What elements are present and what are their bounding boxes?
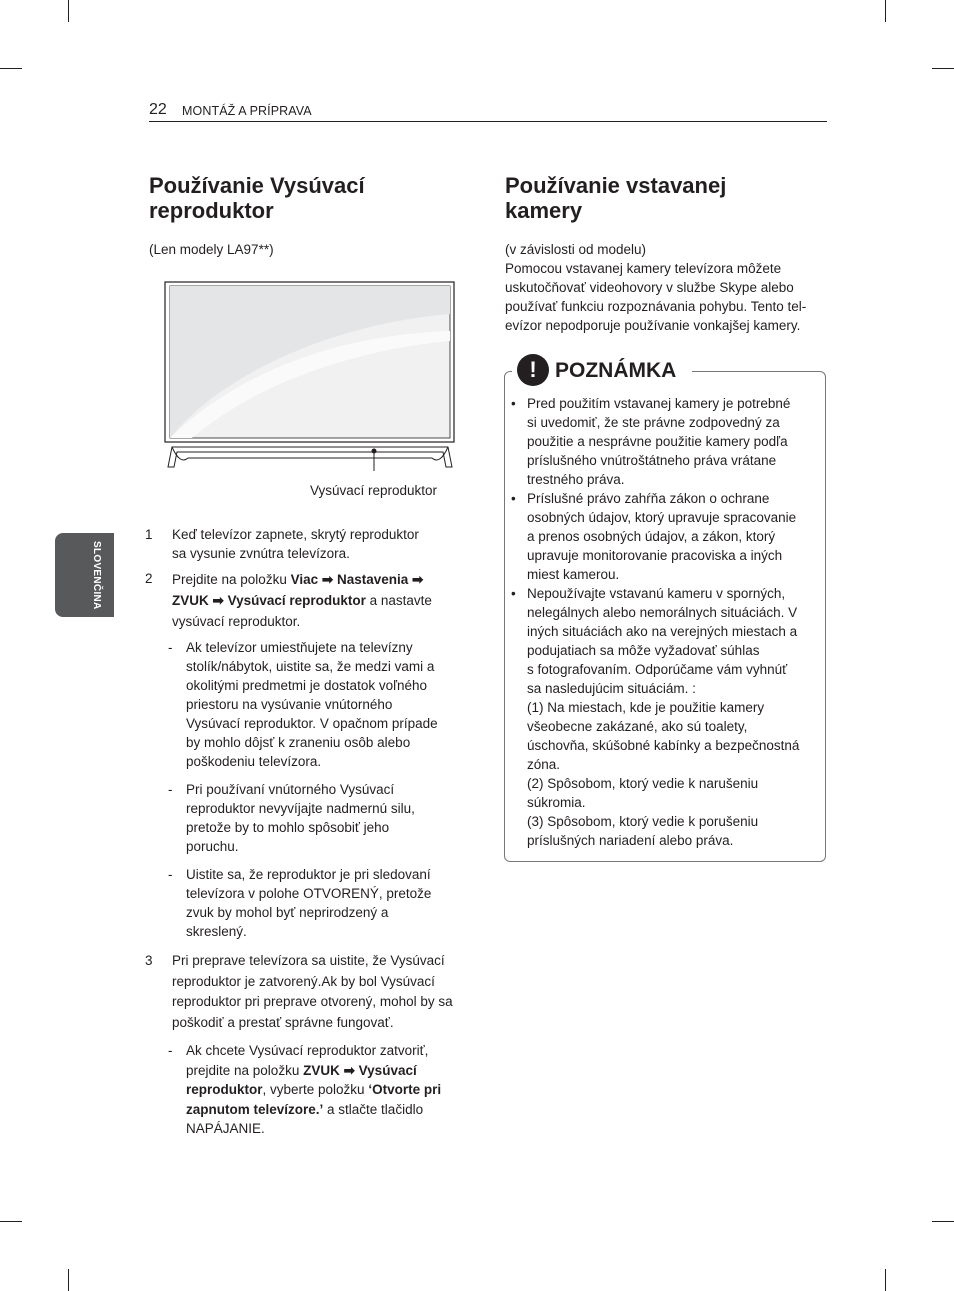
step-number: 2 <box>145 571 153 586</box>
menu-option: zapnutom televízore.’ <box>186 1101 324 1117</box>
subitem-line: Uistite sa, že reproduktor je pri sledovaní <box>186 867 431 882</box>
step-line: poškodiť a prestať správne fungovať. <box>172 1015 394 1031</box>
step-text <box>172 569 472 632</box>
note-line: trestného práva. <box>527 472 625 487</box>
subitem-line: priestoru na vysúvanie vnútorného <box>186 697 393 712</box>
step-line: vysúvací reproduktor. <box>172 614 301 629</box>
menu-path-item: reproduktor <box>186 1082 263 1097</box>
note-item <box>527 584 822 850</box>
bullet-icon: • <box>511 491 516 506</box>
step-line: sa vysunie zvnútra televízora. <box>172 546 350 561</box>
crop-mark <box>68 0 69 22</box>
step-text <box>172 951 472 1034</box>
subitem-line: stolík/nábytok, uistite sa, že medzi vami a <box>186 659 435 674</box>
note-line: všeobecne zakázané, ako sú toalety, <box>527 719 748 734</box>
left-title-line: Používanie Vysúvací <box>149 173 365 198</box>
note-line: a prenos osobných údajov, a zákon, ktorý <box>527 529 776 544</box>
step-line: Keď televízor zapnete, skrytý reproduktor <box>172 527 419 542</box>
note-item <box>527 489 822 584</box>
arrow-icon: ➡ <box>212 593 224 608</box>
note-line: si uvedomiť, že ste právne zodpovedný za <box>527 415 780 430</box>
exclamation-icon: ! <box>517 354 549 386</box>
subitem-line: pretože by to mohlo spôsobiť jeho <box>186 820 390 835</box>
crop-mark <box>932 68 954 69</box>
note-line: podujatiach sa môže vyžadovať súhlas <box>527 643 760 658</box>
step-line: Pri preprave televízora sa uistite, že Vysúvací <box>172 953 445 968</box>
camera-intro <box>505 240 830 335</box>
dash-icon: - <box>168 782 173 797</box>
crop-mark <box>68 1269 69 1291</box>
left-title <box>149 173 365 223</box>
note-title: POZNÁMKA <box>555 359 677 382</box>
note-line: iných situáciách ako na verejných miestach a <box>527 624 798 639</box>
subitem-line: , vyberte položku <box>262 1082 369 1097</box>
language-tab <box>55 533 114 617</box>
crop-mark <box>0 68 22 69</box>
subitem-line: skreslený. <box>186 924 247 939</box>
note-line: (1) Na miestach, kde je použitie kamery <box>527 700 765 715</box>
step-text <box>172 525 472 563</box>
subitem-line: NAPÁJANIE. <box>186 1121 265 1136</box>
crop-mark <box>885 1269 886 1291</box>
subitem-text <box>186 780 476 856</box>
note-line: miest kamerou. <box>527 567 620 582</box>
intro-line: uskutočňovať videohovory v službe Skype alebo <box>505 280 794 295</box>
note-line: zóna. <box>527 757 561 772</box>
arrow-icon: ➡ <box>321 572 334 587</box>
subitem-line: a stlačte tlačidlo <box>323 1101 424 1117</box>
dash-icon: - <box>168 640 173 655</box>
menu-path-item: ZVUK <box>303 1062 340 1078</box>
note-line: upravuje monitorovanie pracoviska a iných <box>527 548 783 563</box>
dash-icon: - <box>168 867 173 882</box>
note-line: Nepoužívajte vstavanú kameru v sporných, <box>527 586 786 601</box>
note-line: súkromia. <box>527 795 586 810</box>
intro-line: (v závislosti od modelu) <box>505 242 647 257</box>
step-line: a nastavte <box>365 593 432 608</box>
subitem-line: Vysúvací reproduktor. V opačnom prípade <box>186 716 438 731</box>
tv-illustration <box>162 279 458 471</box>
menu-path-item: Viac <box>290 572 319 587</box>
note-line: osobných údajov, ktorý upravuje spracovanie <box>527 510 797 525</box>
subitem-text <box>186 638 476 771</box>
crop-mark <box>0 1221 22 1222</box>
note-item <box>527 394 822 489</box>
note-line: s fotografovaním. Odporúčame vám vyhnúť <box>527 662 788 677</box>
note-line: úschovňa, skúšobné kabínky a bezpečnostná <box>527 738 800 753</box>
left-title-line: reproduktor <box>149 198 274 223</box>
note-line: príslušného vnútroštátneho práva vrátane <box>527 453 777 468</box>
dash-icon: - <box>168 1043 173 1058</box>
model-note: (Len modely LA97**) <box>149 242 274 257</box>
page-number: 22 <box>149 101 167 118</box>
step-line: reproduktor je zatvorený.Ak by bol Vysúvací <box>172 973 435 989</box>
figure-label: Vysúvací reproduktor <box>310 483 438 498</box>
arrow-icon: ➡ <box>412 572 424 587</box>
arrow-icon: ➡ <box>343 1062 355 1078</box>
step-number: 1 <box>145 527 153 542</box>
menu-path-item: Nastavenia <box>336 572 409 587</box>
note-line: príslušných nariadení alebo práva. <box>527 833 734 848</box>
intro-line: Pomocou vstavanej kamery televízora môžete <box>505 261 782 276</box>
subitem-line: Pri používaní vnútorného Vysúvací <box>186 782 395 797</box>
section-title: MONTÁŽ A PRÍPRAVA <box>182 104 312 118</box>
subitem-line: poškodeniu televízora. <box>186 754 322 769</box>
menu-option: ‘Otvorte pri <box>368 1082 442 1097</box>
subitem-line: poruchu. <box>186 839 239 854</box>
menu-path-item: Vysúvací reproduktor <box>227 593 366 608</box>
subitem-line: by mohlo dôjsť k zraneniu osôb alebo <box>186 735 411 750</box>
note-line: (2) Spôsobom, ktorý vedie k narušeniu <box>527 776 759 791</box>
menu-path-item: Vysúvací <box>358 1062 417 1078</box>
tv-stand <box>168 447 452 467</box>
intro-line: používať funkciu rozpoznávania pohybu. Tento tel- <box>505 299 807 314</box>
step-line: Prejdite na položku <box>172 572 291 587</box>
subitem-line: zvuk by mohol byť neprirodzený a <box>186 905 389 920</box>
step-number: 3 <box>145 953 153 968</box>
language-tab-label: SLOVENČINA <box>91 541 102 610</box>
note-line: sa nasledujúcim situáciám. : <box>527 681 696 696</box>
menu-path-item: ZVUK <box>172 593 209 608</box>
note-line: Pred použitím vstavanej kamery je potrebné <box>527 396 791 411</box>
header-rule <box>149 121 827 122</box>
step-line: reproduktor pri preprave otvorený, mohol by sa <box>172 994 453 1010</box>
note-line: (3) Spôsobom, ktorý vedie k porušeniu <box>527 814 759 829</box>
subitem-line: okolitými predmetmi je dostatok voľného <box>186 678 428 693</box>
subitem-text <box>186 1041 476 1139</box>
note-line: nelegálnych alebo nemorálnych situáciách. V <box>527 605 798 620</box>
bullet-icon: • <box>511 586 516 601</box>
subitem-line: prejdite na položku <box>186 1062 304 1078</box>
right-title-line: Používanie vstavanej <box>505 173 727 198</box>
subitem-line: televízora v polohe OTVORENÝ, pretože <box>186 886 432 901</box>
subitem-line: Ak televízor umiestňujete na televízny <box>186 640 413 655</box>
note-line: použitie a nesprávne použitie kamery podľa <box>527 434 788 449</box>
subitem-text <box>186 865 476 941</box>
intro-line: evízor nepodporuje používanie vonkajšej kamery. <box>505 318 801 333</box>
right-title <box>505 173 726 223</box>
crop-mark <box>932 1221 954 1222</box>
right-title-line: kamery <box>505 198 583 223</box>
subitem-line: Ak chcete Vysúvací reproduktor zatvoriť, <box>186 1043 429 1058</box>
subitem-line: reproduktor nevyvíjajte nadmernú silu, <box>186 801 415 816</box>
bullet-icon: • <box>511 396 516 411</box>
note-line: Príslušné právo zahŕňa zákon o ochrane <box>527 491 770 506</box>
crop-mark <box>885 0 886 22</box>
